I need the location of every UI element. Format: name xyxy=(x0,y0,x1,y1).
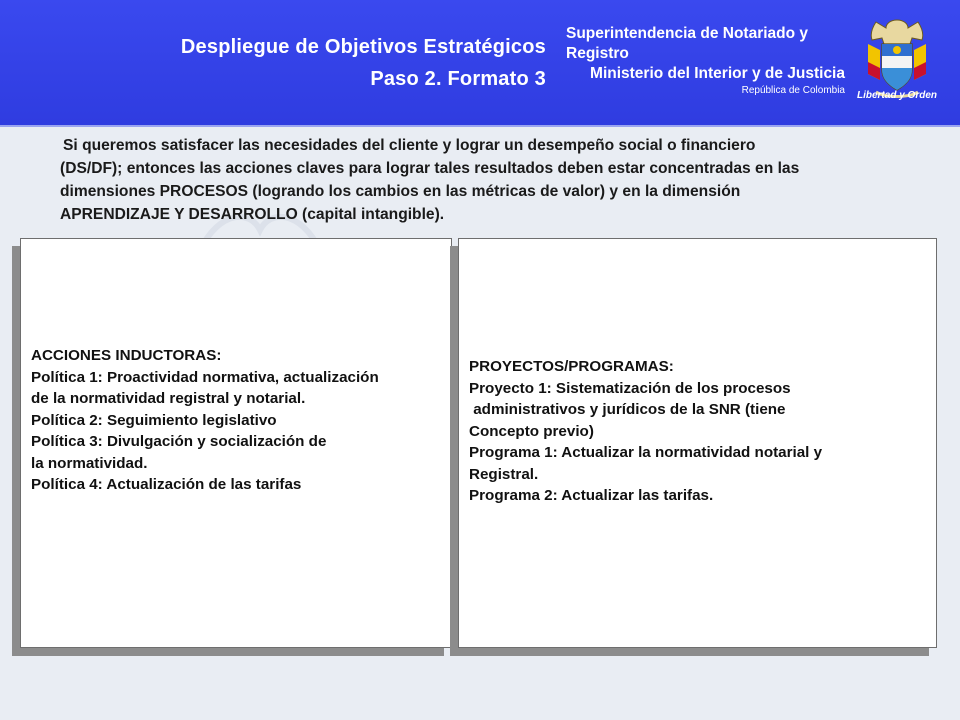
intro-line: APRENDIZAJE Y DESARROLLO (capital intangible). xyxy=(60,206,445,223)
box-line: Política 2: Seguimiento legislativo xyxy=(31,411,277,429)
box-line: Política 4: Actualización de las tarifas xyxy=(31,476,302,493)
box-heading: ACCIONES INDUCTORAS: xyxy=(31,347,222,364)
intro-line: (DS/DF); entonces las acciones claves para lograr tales resultados deben estar concentradas en las xyxy=(60,160,800,177)
box-line: Política 3: Divulgación y socialización de xyxy=(31,433,327,450)
box-line: administrativos y jurídicos de la SNR (tiene xyxy=(469,401,786,418)
box-line: Registral. xyxy=(469,465,539,483)
slide-subtitle: Paso 2. Formato 3 xyxy=(370,68,546,90)
box-line: Política 1: Proactividad normativa, actualización xyxy=(31,368,379,386)
inductive-actions-text xyxy=(31,345,379,496)
box-line: Programa 2: Actualizar las tarifas. xyxy=(469,487,714,504)
inductive-actions-box xyxy=(20,238,452,648)
intro-line: dimensiones PROCESOS (logrando los cambios en las métricas de valor) y en la dimensión xyxy=(60,183,741,200)
box-line: Programa 1: Actualizar la normatividad notarial y xyxy=(469,444,823,461)
box-line: Proyecto 1: Sistematización de los procesos xyxy=(469,379,791,397)
slide-title: Despliegue de Objetivos Estratégicos xyxy=(180,36,546,58)
organization-block xyxy=(566,24,851,98)
projects-programs-box xyxy=(458,238,937,648)
box-line: Concepto previo) xyxy=(469,422,594,440)
country-name: República de Colombia xyxy=(741,85,845,96)
box-heading: PROYECTOS/PROGRAMAS: xyxy=(469,358,674,375)
box-line: de la normatividad registral y notarial. xyxy=(31,390,306,407)
intro-paragraph xyxy=(60,134,945,226)
projects-programs-text xyxy=(469,356,822,507)
ministry-name: Ministerio del Interior y de Justicia xyxy=(590,65,845,82)
intro-line: Si queremos satisfacer las necesidades del cliente y lograr un desempeño social o financiero xyxy=(63,137,756,154)
org-name: Superintendencia de Notariado y Registro xyxy=(566,25,809,62)
crest-motto: Libertad y Orden xyxy=(856,90,937,101)
box-line: la normatividad. xyxy=(31,454,148,472)
header-banner xyxy=(0,0,960,127)
